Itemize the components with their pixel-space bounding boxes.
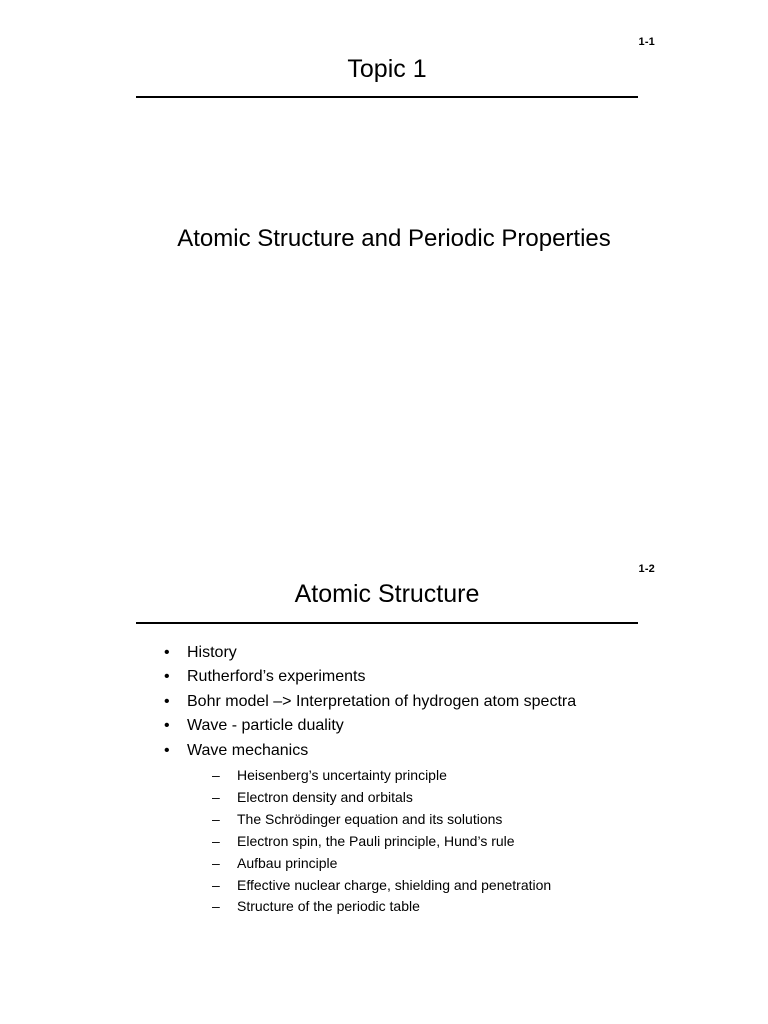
sub-bullet-item <box>212 787 576 809</box>
dash-icon: – <box>212 788 220 805</box>
sub-bullet-text: Aufbau principle <box>237 854 338 871</box>
bullet-item <box>163 739 576 919</box>
bullet-item <box>163 641 576 665</box>
slide-title: Topic 1 <box>347 55 427 83</box>
slide-number: 1-1 <box>638 36 655 48</box>
slide-subtitle: Atomic Structure and Periodic Properties <box>177 225 611 252</box>
sub-bullet-item <box>212 853 576 875</box>
bullet-text: Bohr model –> Interpretation of hydrogen atom spectra <box>187 692 577 710</box>
sub-bullet-text: Effective nuclear charge, shielding and penetration <box>237 876 552 893</box>
dash-icon: – <box>212 876 220 893</box>
slide-title: Atomic Structure <box>294 580 480 608</box>
bullet-item <box>163 690 576 714</box>
bullet-text: Wave - particle duality <box>187 717 344 735</box>
bullet-text: History <box>187 644 237 661</box>
bullet-icon: • <box>164 644 170 661</box>
title-divider <box>136 622 638 624</box>
sub-bullet-item <box>212 809 576 831</box>
bullet-icon: • <box>164 741 170 759</box>
bullet-icon: • <box>164 692 170 710</box>
dash-icon: – <box>212 810 220 827</box>
sub-bullet-item <box>212 875 576 897</box>
dash-icon: – <box>212 767 220 784</box>
bullet-item <box>163 665 576 689</box>
sub-bullet-text: Structure of the periodic table <box>237 898 420 915</box>
dash-icon: – <box>212 854 220 871</box>
bullet-text: Rutherford’s experiments <box>187 668 366 686</box>
sub-bullet-item <box>212 831 576 853</box>
bullet-text: Wave mechanics <box>187 741 309 759</box>
sub-bullet-text: Electron density and orbitals <box>237 788 413 805</box>
sub-bullet-item <box>212 765 576 787</box>
sub-bullet-text: Heisenberg’s uncertainty principle <box>237 767 447 784</box>
sub-bullet-text: Electron spin, the Pauli principle, Hund’s rule <box>237 832 515 849</box>
sub-bullet-list <box>212 765 576 918</box>
bullet-icon: • <box>164 717 170 735</box>
bullet-icon: • <box>164 668 170 686</box>
dash-icon: – <box>212 898 220 915</box>
bullet-item <box>163 714 576 738</box>
title-divider <box>136 96 638 98</box>
sub-bullet-text: The Schrödinger equation and its solutions <box>237 810 503 827</box>
sub-bullet-item <box>212 896 576 918</box>
slide-2 <box>0 530 768 1024</box>
bullet-list <box>163 641 576 918</box>
slide-number: 1-2 <box>638 563 655 575</box>
dash-icon: – <box>212 832 220 849</box>
